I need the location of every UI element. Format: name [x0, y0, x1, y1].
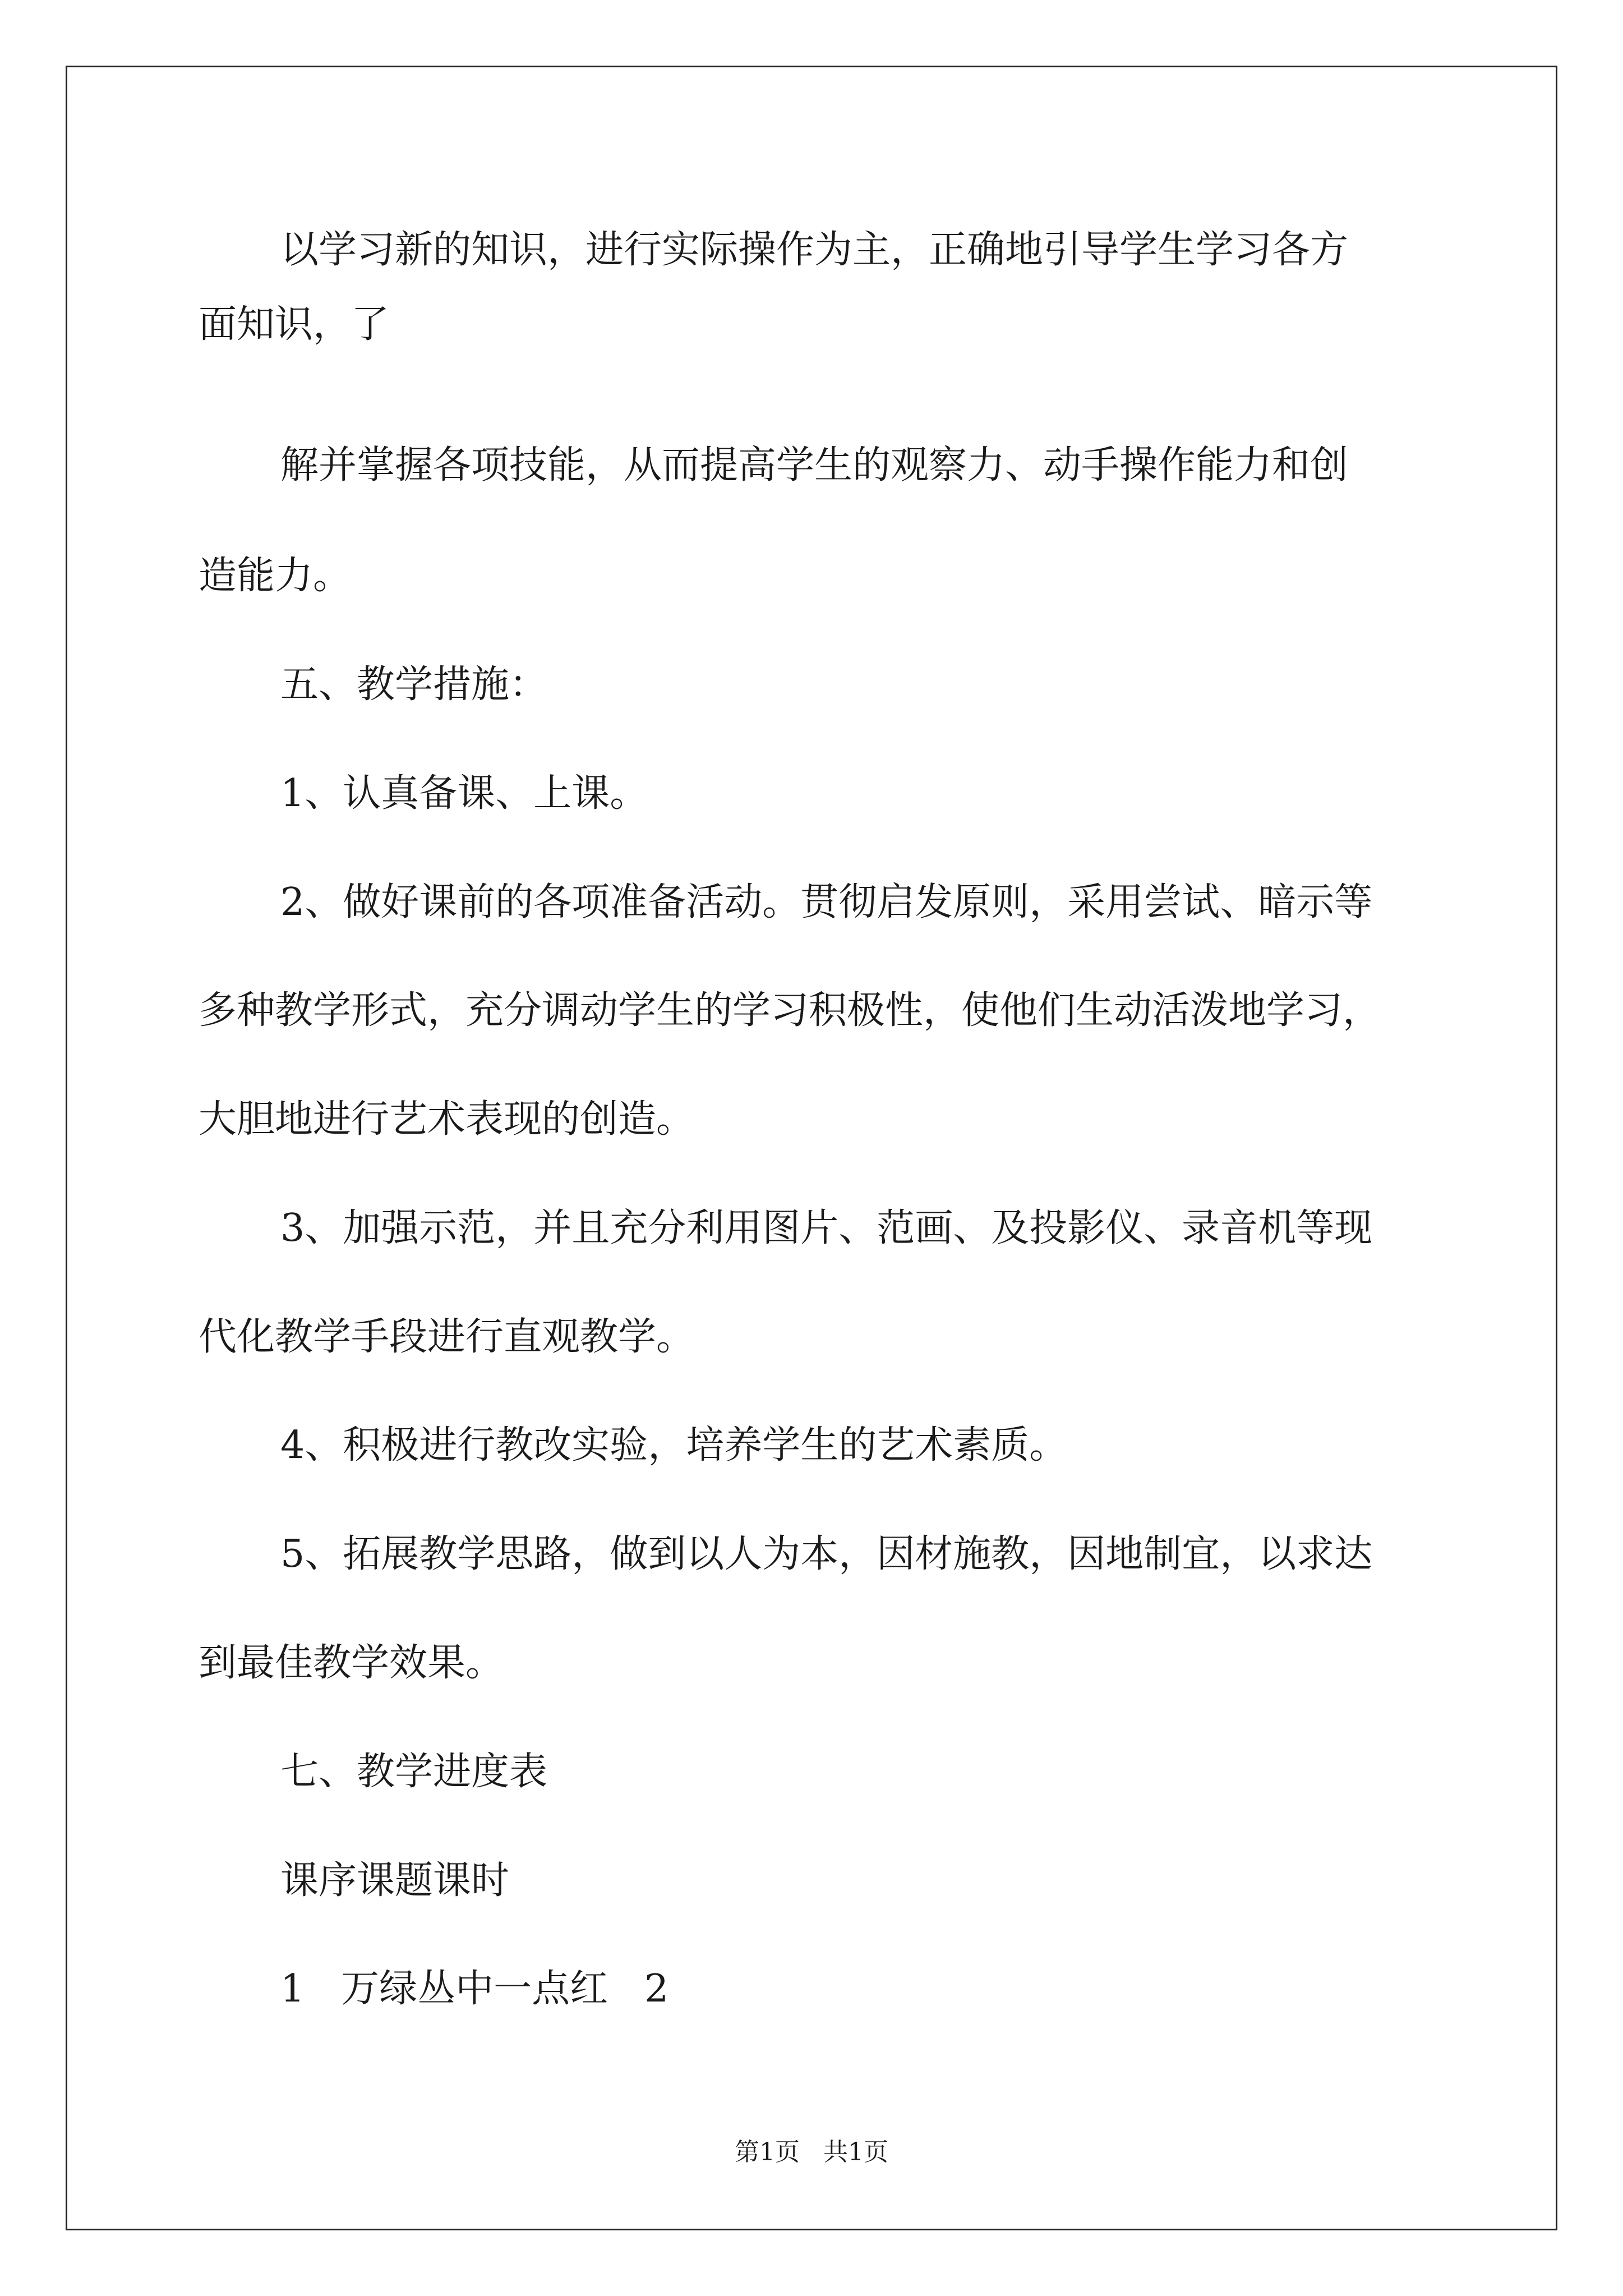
section-heading: 五、教学措施：	[280, 662, 548, 707]
list-item-line: 大胆地进行艺术表现的创造。	[199, 1097, 695, 1142]
table-row-line: 1 万绿丛中一点红 2	[280, 1967, 669, 2011]
list-item-line: 5、拓展教学思路，做到以人为本，因材施教，因地制宜，以求达	[280, 1532, 1373, 1576]
list-item-line: 4、积极进行教改实验，培养学生的艺术素质。	[280, 1423, 1068, 1467]
section-heading: 七、教学进度表	[280, 1750, 548, 1794]
page-footer: 第1页 共1页	[735, 2138, 888, 2166]
list-item-line: 2、做好课前的各项准备活动。贯彻启发原则，采用尝试、暗示等	[280, 880, 1373, 924]
list-item-line: 1、认真备课、上课。	[280, 771, 648, 816]
paragraph-line: 解并掌握各项技能，从而提高学生的观察力、动手操作能力和创	[280, 443, 1349, 487]
paragraph-line: 面知识，了	[199, 302, 390, 347]
paragraph-line: 造能力。	[199, 554, 352, 598]
list-item-line: 3、加强示范，并且充分利用图片、范画、及投影仪、录音机等现	[280, 1206, 1373, 1250]
table-header-line: 课序课题课时	[280, 1858, 510, 1903]
list-item-line: 到最佳教学效果。	[199, 1641, 504, 1685]
list-item-line: 代化教学手段进行直观教学。	[199, 1315, 695, 1359]
page-border	[66, 66, 1557, 2230]
list-item-line: 多种教学形式，充分调动学生的学习积极性，使他们生动活泼地学习，	[199, 988, 1381, 1033]
paragraph-line: 以学习新的知识，进行实际操作为主，正确地引导学生学习各方	[280, 228, 1349, 272]
